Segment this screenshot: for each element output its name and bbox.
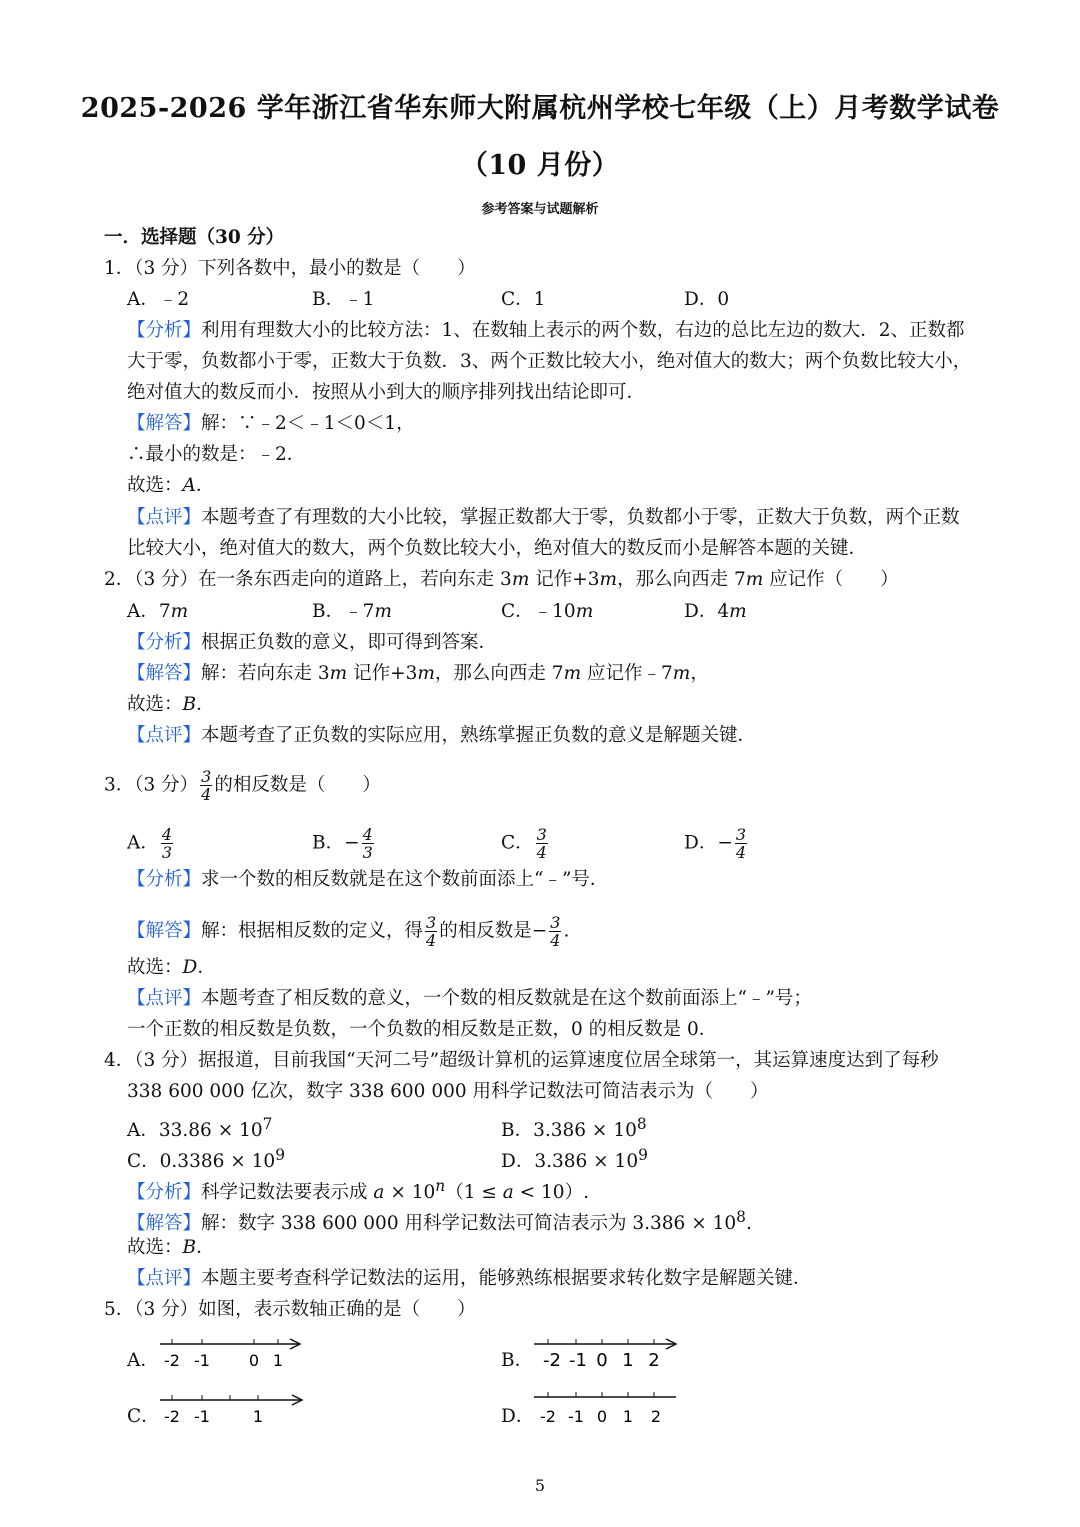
tick-label: -1 [194, 1407, 210, 1426]
tick-label: 1 [252, 1407, 264, 1426]
choice-letter: A [182, 475, 196, 496]
q5-option-c: C． [127, 1406, 160, 1427]
tick-label: 1 [622, 1350, 634, 1371]
tick-label: 1 [622, 1407, 634, 1426]
answer-tag: 【解答】 [127, 413, 202, 434]
q2-stem-d: 应记作（ ） [763, 569, 899, 590]
unit-m: m [511, 569, 530, 590]
q1-stem: 1．（3 分）下列各数中，最小的数是（ ） [104, 258, 476, 279]
tick-label: -1 [568, 1407, 584, 1426]
tick-label: -2 [164, 1407, 180, 1426]
q2-option-b: B．﹣7m [312, 601, 392, 622]
number-line-d [532, 1390, 682, 1430]
page-title-line2: （10 月份） [460, 150, 620, 181]
q3-comment-line2: 一个正数的相反数是负数，一个负数的相反数是正数，0 的相反数是 0． [127, 1019, 718, 1040]
q2-option-d: D．4m [684, 601, 747, 622]
q3-answer: 【解答】解：根据相反数的定义，得 $\frac{3}{4}$ 的相反数是− $\frac{3}{4}$ . [127, 913, 570, 950]
analysis-tag: 【分析】 [127, 632, 202, 653]
q2-stem-a: 2．（3 分）在一条东西走向的道路上，若向东走 3 [104, 569, 512, 590]
comment-tag: 【点评】 [127, 725, 202, 746]
number-line-b [532, 1334, 682, 1374]
q5-option-b: B． [501, 1350, 534, 1371]
q2-option-c: C．﹣10m [501, 601, 594, 622]
q3-choice: 故选：D． [127, 957, 216, 978]
unit-m: m [599, 569, 618, 590]
q4-stem-line2: 338 600 000 亿次，数字 338 600 000 用科学记数法可简洁表示为（ ） [127, 1081, 769, 1102]
tick-label: 2 [650, 1407, 662, 1426]
tick-label: -1 [194, 1351, 210, 1370]
tick-label: 0 [596, 1350, 608, 1371]
unit-m: m [745, 569, 764, 590]
q5-option-d: D． [501, 1406, 535, 1427]
tick-label: 0 [248, 1351, 260, 1370]
q4-analysis: 【分析】科学记数法要表示成 $a \times 10^n(1 \le a < 10)$. [127, 1177, 589, 1204]
q4-option-d: D．$3.386 \times 10^9$ [501, 1146, 648, 1173]
section-heading: 一．选择题（30 分） [104, 227, 285, 248]
analysis-tag: 【分析】 [127, 320, 202, 341]
q2-comment-text: 本题考查了正负数的实际应用，熟练掌握正负数的意义是解题关键． [201, 725, 757, 746]
q1-comment-line2: 比较大小，绝对值大的数大，两个负数比较大小，绝对值大的数反而小是解答本题的关键． [127, 538, 868, 559]
q1-comment [127, 506, 960, 530]
comment-tag: 【点评】 [127, 507, 202, 528]
tick-label: -2 [543, 1350, 561, 1371]
choice-prefix: 故选： [127, 475, 183, 496]
q1-answer [127, 412, 415, 436]
q1-option-d: D．0 [684, 289, 730, 310]
q1-option-b: B．﹣1 [312, 289, 375, 310]
q4-stem: 4．（3 分）据报道，目前我国“天河二号”超级计算机的运算速度位居全球第一，其运算速度达到了每秒 [104, 1050, 939, 1071]
analysis-tag: 【分析】 [127, 1182, 202, 1204]
q3-analysis [127, 868, 608, 892]
q4-comment-text: 本题主要考查科学记数法的运用，能够熟练根据要求转化数字是解题关键． [201, 1268, 812, 1289]
q3-option-a: A． $\frac{4}{3}$ [127, 825, 173, 862]
page-title: 2025-2026 学年浙江省华东师大附属杭州学校七年级（上）月考数学试卷 [80, 93, 1000, 124]
q4-option-b: B．$3.386 \times 10^8$ [501, 1115, 647, 1142]
q2-stem-c: ，那么向西走 7 [617, 569, 746, 590]
q1-answer-line2: ∴最小的数是：﹣2． [127, 444, 306, 465]
q2-analysis-text: 根据正负数的意义，即可得到答案． [201, 632, 498, 653]
q1-choice: 故选：A． [127, 475, 215, 496]
tick-label: 1 [272, 1351, 284, 1370]
tick-label: -1 [569, 1350, 587, 1371]
q4-option-c: C．$0.3386 \times 10^9$ [127, 1146, 286, 1173]
comment-tag: 【点评】 [127, 988, 202, 1009]
tick-label: 0 [596, 1407, 608, 1426]
tick-label: -2 [164, 1351, 180, 1370]
q1-comment-text: 本题考查了有理数的大小比较，掌握正数都大于零，负数都小于零，正数大于负数，两个正数 [201, 507, 960, 528]
q3-option-b: B．− $\frac{4}{3}$ [312, 825, 373, 862]
comment-tag: 【点评】 [127, 1268, 202, 1289]
q3-analysis-text: 求一个数的相反数就是在这个数前面添上“﹣”号． [201, 869, 609, 890]
q4-answer: 【解答】解：数字 338 600 000 用科学记数法可简洁表示为 $3.386 \times 10^8$. [127, 1208, 752, 1235]
q1-option-a: A．﹣2 [127, 289, 190, 310]
q4-choice: 故选：B． [127, 1237, 215, 1258]
q2-analysis [127, 631, 497, 655]
q4-comment [127, 1267, 812, 1291]
q2-answer: 【解答】解：若向东走 3m 记作+3m，那么向西走 7m 应记作﹣7m， [127, 663, 709, 684]
number-line-c [158, 1390, 308, 1430]
q1-answer-text: 解：∵﹣2＜﹣1＜0＜1， [201, 413, 415, 434]
q3-stem-fraction: $\frac{3}{4}$ [201, 767, 212, 804]
q3-option-d: D．− $\frac{3}{4}$ [684, 825, 747, 862]
q2-option-a: A．7m [127, 601, 189, 622]
q5-stem: 5．（3 分）如图，表示数轴正确的是（ ） [104, 1299, 476, 1320]
q4-option-a: A．$33.86 \times 10^7$ [127, 1115, 273, 1142]
q2-stem-b: 记作+3 [529, 569, 600, 590]
q1-option-c: C．1 [501, 289, 546, 310]
q3-stem: 3．（3 分） $\frac{3}{4}$ 的相反数是（ ） [104, 767, 381, 804]
q3-comment [127, 987, 812, 1011]
q2-comment [127, 724, 756, 748]
q1-analysis-text: 利用有理数大小的比较方法：1、在数轴上表示的两个数，右边的总比左边的数大．2、正数都 [201, 320, 965, 341]
q3-option-c: C． $\frac{3}{4}$ [501, 825, 547, 862]
q2-choice: 故选：B． [127, 694, 215, 715]
q3-comment-text: 本题考查了相反数的意义，一个数的相反数就是在这个数前面添上“﹣”号； [201, 988, 812, 1009]
answer-tag: 【解答】 [127, 663, 202, 684]
tick-label: 2 [648, 1350, 660, 1371]
q1-analysis-line2: 大于零，负数都小于零，正数大于负数．3、两个正数比较大小，绝对值大的数大；两个负数比较大小， [127, 351, 972, 372]
q5-option-a: A． [127, 1350, 159, 1371]
q1-analysis-line3: 绝对值大的数反而小．按照从小到大的顺序排列找出结论即可． [127, 382, 646, 403]
tick-label: -2 [540, 1407, 556, 1426]
q1-analysis [127, 319, 965, 343]
number-line-a [158, 1334, 308, 1374]
analysis-tag: 【分析】 [127, 869, 202, 890]
answer-tag: 【解答】 [127, 920, 202, 942]
answer-tag: 【解答】 [127, 1213, 202, 1235]
page-number: 5 [534, 1476, 546, 1495]
page-subtitle: 参考答案与试题解析 [481, 202, 599, 217]
q2-stem [104, 568, 899, 592]
